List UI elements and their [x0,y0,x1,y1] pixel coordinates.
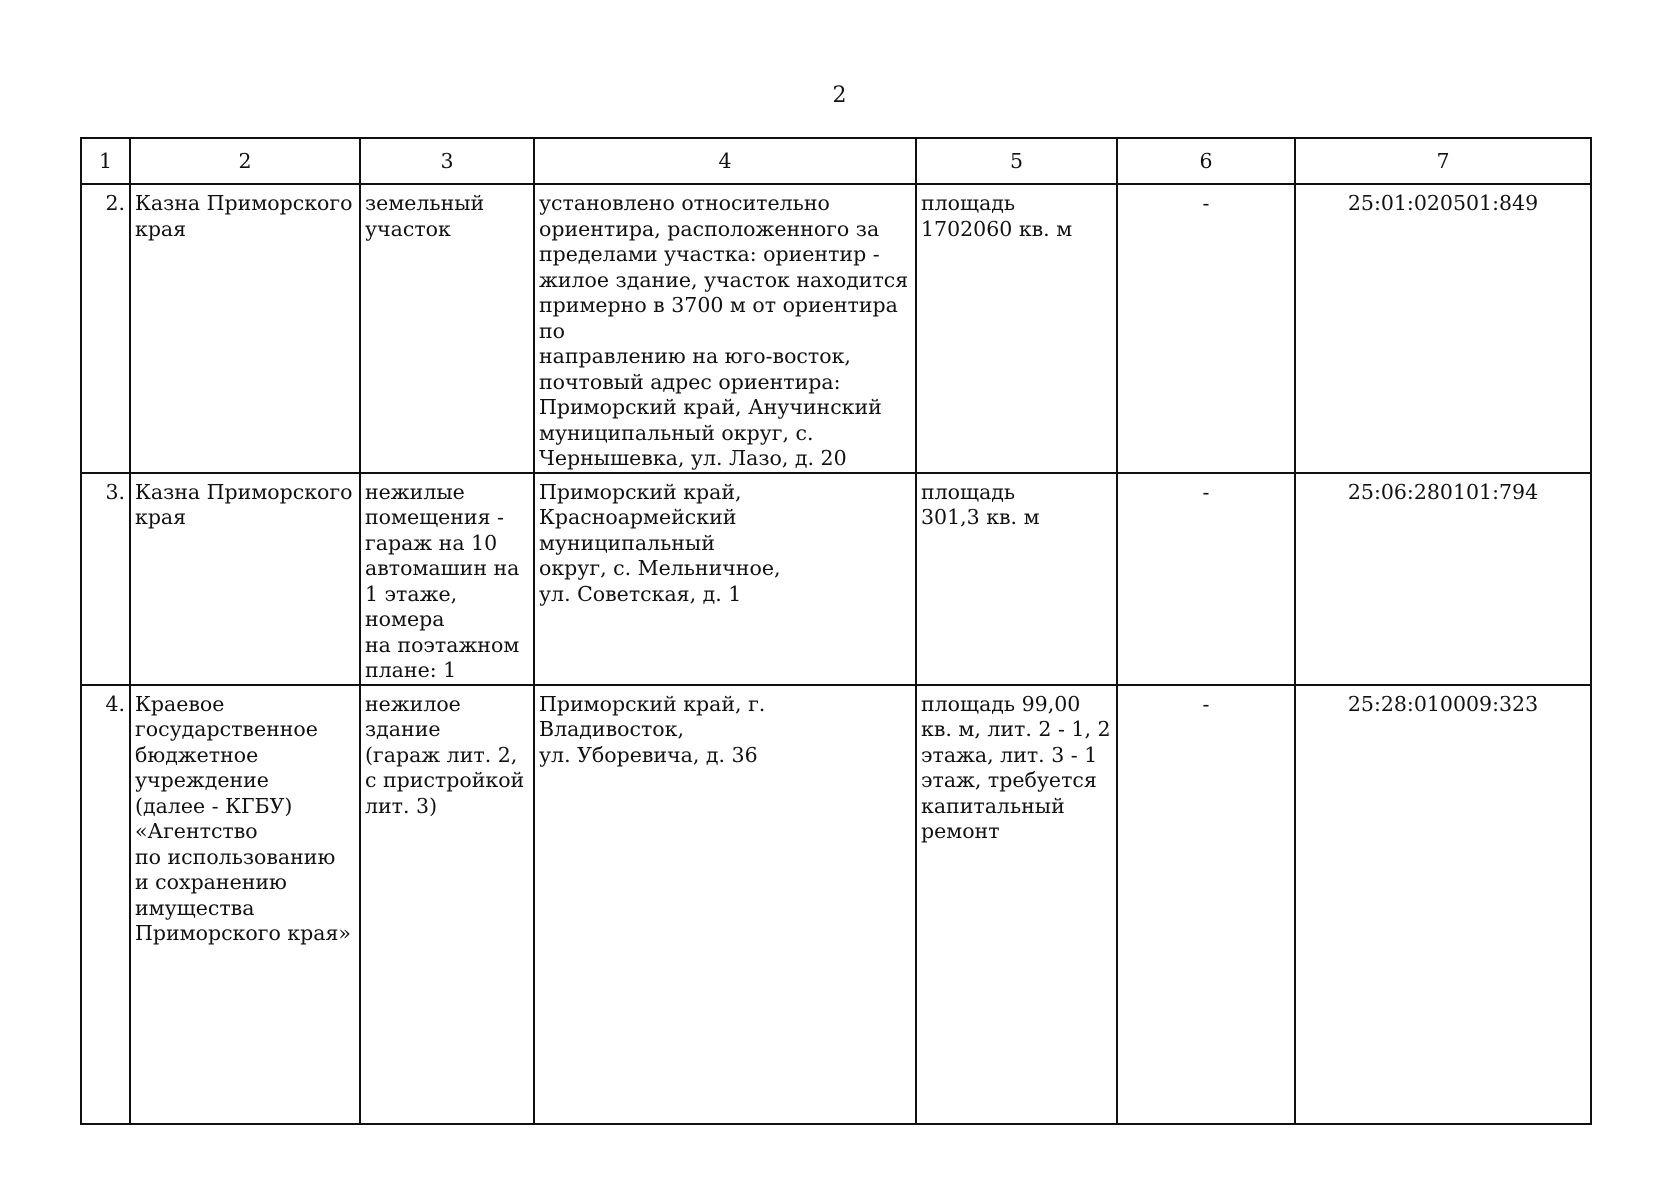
column-header: 7 [1295,138,1591,184]
column-header: 4 [534,138,916,184]
table-header-row [81,138,1591,184]
column-6-cell: - [1117,685,1295,1124]
table-row [81,184,1591,473]
column-header: 6 [1117,138,1295,184]
cadastral-number-cell: 25:06:280101:794 [1295,473,1591,685]
address-cell: Приморский край, Красноармейский муниципальный округ, с. Мельничное, ул. Советская, д. 1 [534,473,916,685]
cadastral-number-cell: 25:01:020501:849 [1295,184,1591,473]
characteristics-cell: площадь 301,3 кв. м [916,473,1117,685]
object-cell: земельный участок [360,184,534,473]
object-cell: нежилое здание (гараж лит. 2, с пристройкой лит. 3) [360,685,534,1124]
cadastral-number-cell: 25:28:010009:323 [1295,685,1591,1124]
column-header: 3 [360,138,534,184]
table-row [81,685,1591,1124]
property-table [80,137,1592,1125]
column-header: 2 [130,138,360,184]
page-number: 2 [832,83,847,108]
owner-cell: Краевое государственное бюджетное учреждение (далее - КГБУ) «Агентство по использованию и сохранению имущества Приморского края» [130,685,360,1124]
owner-cell: Казна Приморского края [130,473,360,685]
address-cell: Приморский край, г. Владивосток, ул. Уборевича, д. 36 [534,685,916,1124]
object-cell: нежилые помещения - гараж на 10 автомашин на 1 этаже, номера на поэтажном плане: 1 [360,473,534,685]
row-number: 3. [81,473,130,685]
row-number: 2. [81,184,130,473]
column-6-cell: - [1117,473,1295,685]
column-header: 1 [81,138,130,184]
table-row [81,473,1591,685]
column-header: 5 [916,138,1117,184]
column-6-cell: - [1117,184,1295,473]
characteristics-cell: площадь 1702060 кв. м [916,184,1117,473]
characteristics-cell: площадь 99,00 кв. м, лит. 2 - 1, 2 этажа, лит. 3 - 1 этаж, требуется капитальный ремонт [916,685,1117,1124]
row-number: 4. [81,685,130,1124]
address-cell: установлено относительно ориентира, расположенного за пределами участка: ориентир - жилое здание, участок находится примерно в 3700 м от ориентира по направлению на юго-восток, почтовый адрес ориентира: Приморский край, Анучинский муниципальный округ, с. Чернышевка, ул. Лазо, д. 20 [534,184,916,473]
owner-cell: Казна Приморского края [130,184,360,473]
